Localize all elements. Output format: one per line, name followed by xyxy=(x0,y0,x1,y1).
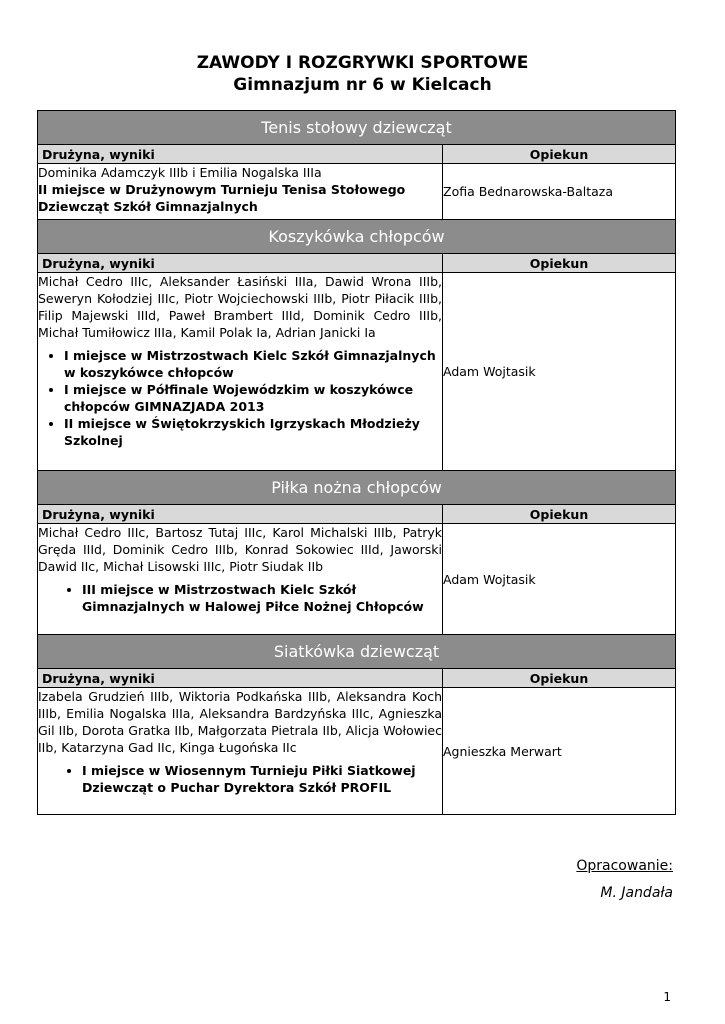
section-title: Piłka nożna chłopców xyxy=(38,471,676,505)
result-item: • I miejsce w Mistrzostwach Kielc Szkół Gimnazjalnych w koszykówce chłopców xyxy=(64,347,442,381)
column-header-row xyxy=(38,669,676,688)
result-item: • II miejsce w Świętokrzyskich Igrzyskach Młodzieży Szkolnej xyxy=(64,415,442,449)
document-title: ZAWODY I ROZGRYWKI SPORTOWE xyxy=(196,53,529,73)
section-title: Tenis stołowy dziewcząt xyxy=(38,111,676,145)
coach-cell xyxy=(443,273,676,471)
team-result: II miejsce w Drużynowym Turnieju Tenisa Stołowego Dziewcząt Szkół Gimnazjalnych xyxy=(38,182,406,214)
coach-cell xyxy=(443,524,676,635)
signature-name: M. Jandała xyxy=(600,885,673,901)
table-row xyxy=(38,273,676,471)
coach-name: Adam Wojtasik xyxy=(443,571,536,587)
team-members: Michał Cedro IIIc, Bartosz Tutaj IIIc, Karol Michalski IIIb, Patryk Gręda IIId, Dominik Cedro IIIb, Konrad Sokowiec IIId, Jaworski Dawid IIc, Michał Lisowski IIIc, Piotr Siudak IIb xyxy=(38,525,442,574)
column-header-team: Drużyna, wyniki xyxy=(38,505,443,524)
section-header-row xyxy=(38,111,676,145)
table-row xyxy=(38,164,676,220)
column-header-coach: Opiekun xyxy=(443,145,676,164)
coach-name: Agnieszka Merwart xyxy=(443,743,562,759)
results-list xyxy=(38,581,442,615)
coach-cell xyxy=(443,164,676,220)
result-item: • I miejsce w Półfinale Wojewódzkim w koszykówce chłopców GIMNAZJADA 2013 xyxy=(64,381,442,415)
results-list xyxy=(38,347,442,449)
team-members: Izabela Grudzień IIIb, Wiktoria Podkańska IIIb, Aleksandra Koch IIIb, Emilia Nogalska IIIa, Aleksandra Bardzyńska IIIc, Agnieszka Gil IIb, Dorota Gratka IIb, Małgorzata Pietrala IIb, Alicja Wołowiec IIb, Katarzyna Gad IIc, Kinga Ługońska IIc xyxy=(38,689,442,755)
table-row xyxy=(38,688,676,815)
section-header-row xyxy=(38,471,676,505)
column-header-coach: Opiekun xyxy=(443,505,676,524)
column-header-coach: Opiekun xyxy=(443,254,676,273)
page-number: 1 xyxy=(663,990,671,1004)
team-cell xyxy=(38,273,443,471)
coach-name: Zofia Bednarowska-Baltaza xyxy=(443,184,613,199)
section-header-row xyxy=(38,220,676,254)
results-table xyxy=(37,110,676,815)
column-header-team: Drużyna, wyniki xyxy=(38,254,443,273)
section-title: Siatkówka dziewcząt xyxy=(38,635,676,669)
column-header-team: Drużyna, wyniki xyxy=(38,145,443,164)
team-cell xyxy=(38,164,443,220)
table-row xyxy=(38,524,676,635)
results-list xyxy=(38,762,442,796)
column-header-row xyxy=(38,254,676,273)
team-cell xyxy=(38,524,443,635)
team-cell xyxy=(38,688,443,815)
column-header-row xyxy=(38,505,676,524)
document-subtitle: Gimnazjum nr 6 w Kielcach xyxy=(233,75,492,95)
team-members: Michał Cedro IIIc, Aleksander Łasiński IIIa, Dawid Wrona IIIb, Seweryn Kołodziej IIIc, Piotr Wojciechowski IIIb, Piotr Piłacik IIIb, Filip Majewski IIId, Paweł Brambert IIId, Dominik Cedro IIIb, Michał Tumiłowicz IIIa, Kamil Polak Ia, Adrian Janicki Ia xyxy=(38,274,442,340)
column-header-team: Drużyna, wyniki xyxy=(38,669,443,688)
section-title: Koszykówka chłopców xyxy=(38,220,676,254)
signature-label: Opracowanie: xyxy=(576,858,673,874)
result-item: • III miejsce w Mistrzostwach Kielc Szkół Gimnazjalnych w Halowej Piłce Nożnej Chłopców xyxy=(82,581,442,615)
coach-name: Adam Wojtasik xyxy=(443,364,536,379)
coach-cell xyxy=(443,688,676,815)
section-header-row xyxy=(38,635,676,669)
column-header-row xyxy=(38,145,676,164)
result-item: • I miejsce w Wiosennym Turnieju Piłki Siatkowej Dziewcząt o Puchar Dyrektora Szkół PROFIL xyxy=(82,762,442,796)
column-header-coach: Opiekun xyxy=(443,669,676,688)
team-members: Dominika Adamczyk IIIb i Emilia Nogalska IIIa xyxy=(38,165,322,180)
